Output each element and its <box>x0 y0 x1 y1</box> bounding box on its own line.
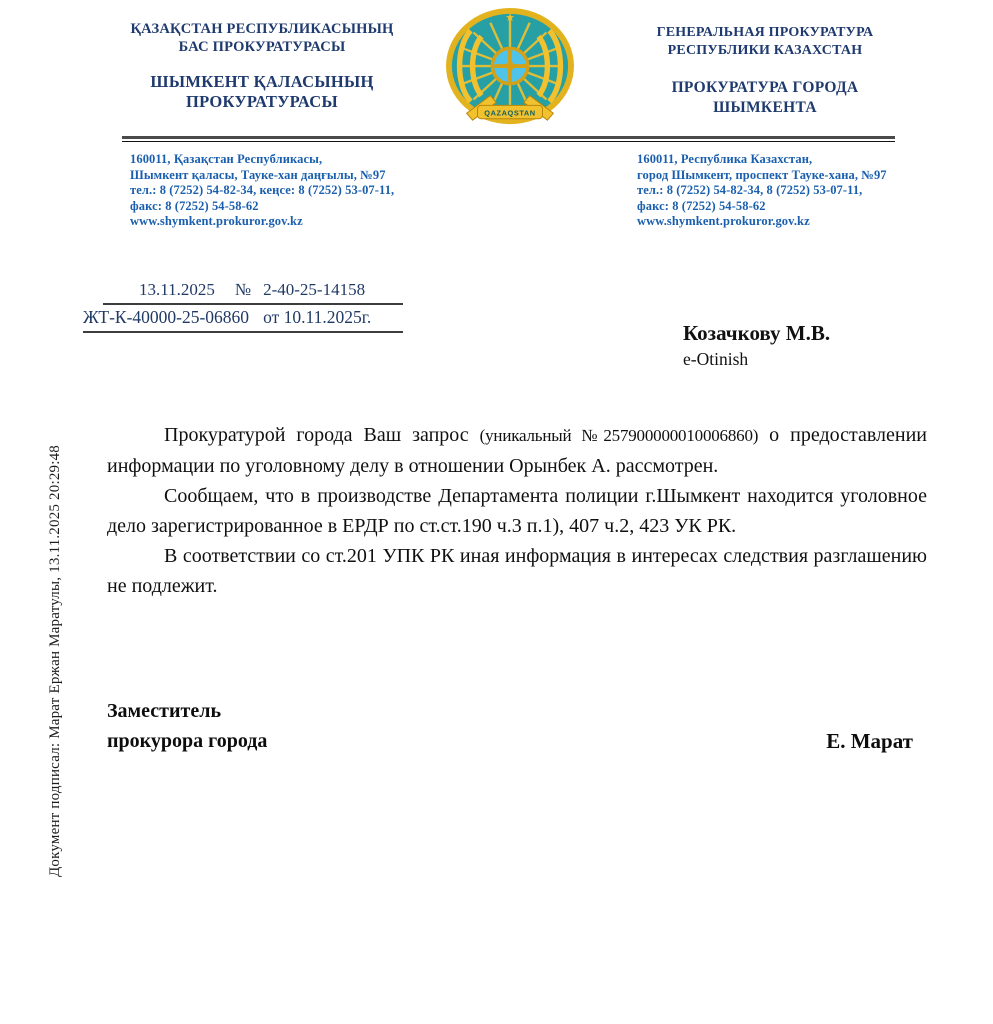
org-line: РЕСПУБЛИКИ КАЗАХСТАН <box>667 43 863 58</box>
signer-title-line: Заместитель <box>107 700 222 722</box>
recipient-name: Козачкову М.В. <box>683 321 831 345</box>
kazakhstan-coat-of-arms-icon <box>441 5 579 131</box>
fax-line: факс: 8 (7252) 54-58-62 <box>130 198 259 213</box>
banner-text: QAZAQSTAN <box>484 108 536 118</box>
contact-block-kazakh <box>130 152 460 230</box>
website-text: www.shymkent.prokuror.gov.kz <box>637 214 810 228</box>
outgoing-number-line <box>103 280 403 305</box>
letterhead-kazakh <box>112 20 412 112</box>
address-line: 160011, Республика Казахстан, <box>637 152 813 166</box>
reference-block <box>83 280 403 333</box>
phone-line: тел.: 8 (7252) 54-82-34, 8 (7252) 53-07-11, <box>637 183 863 197</box>
org-line: ШЫМКЕНТ ҚАЛАСЫНЫҢ <box>150 72 374 91</box>
number-sign: № <box>234 280 252 299</box>
case-date: от 10.11.2025г. <box>263 307 372 327</box>
org-line: ПРОКУРАТУРА ГОРОДА <box>671 79 859 96</box>
outgoing-number: 2-40-25-14158 <box>263 280 366 299</box>
signer-title-line: прокурора города <box>107 730 268 752</box>
recipient-channel: e-Otinish <box>683 349 749 369</box>
address-line: город Шымкент, проспект Тауке-хана, №97 <box>637 167 887 182</box>
unique-request-number: (уникальный №257900000010006860) <box>479 426 759 445</box>
org-city-prosecutor-kk <box>112 72 412 112</box>
org-city-prosecutor-ru <box>634 78 896 118</box>
shanyrak <box>492 48 527 83</box>
org-line: ШЫМКЕНТА <box>713 99 817 116</box>
org-line: ҚАЗАҚСТАН РЕСПУБЛИКАСЫНЫҢ <box>130 21 394 37</box>
esign-vertical-stamp: Документ подписал: Марат Ержан Маратулы, 13.11.2025 20:29:48 <box>47 445 63 877</box>
paragraph-2: Сообщаем, что в производстве Департамента полиции г.Шымкент находится уголовное дело зарегистрированное в ЕРДР по ст.ст.190 ч.3 п.1), 407 ч.2, 423 УК РК. <box>107 485 927 537</box>
website-text: www.shymkent.prokuror.gov.kz <box>130 214 303 228</box>
signature-block <box>107 696 913 756</box>
star-icon: ★ <box>505 11 515 24</box>
phone-line: тел.: 8 (7252) 54-82-34, кеңсе: 8 (7252) 53-07-11, <box>130 183 395 197</box>
case-number: ЖТ-К-40000-25-06860 <box>83 307 250 327</box>
p1-text: Прокуратурой города Ваш запрос <box>164 424 480 446</box>
letterhead-divider <box>122 136 895 142</box>
org-line: БАС ПРОКУРАТУРАСЫ <box>178 39 346 55</box>
address-line: 160011, Қазақстан Республикасы, <box>130 152 323 166</box>
paragraph-3: В соответствии со ст.201 УПК РК иная информация в интересах следствия разглашению не подлежит. <box>107 545 927 597</box>
letterhead-russian <box>634 24 896 118</box>
signer-title <box>107 696 267 756</box>
p1-text: о предоставлении информации по уголовному делу в отношении Орынбек А. рассмотрен. <box>107 424 928 477</box>
recipient-block <box>683 320 830 370</box>
fax-line: факс: 8 (7252) 54-58-62 <box>637 198 766 213</box>
org-line: ПРОКУРАТУРАСЫ <box>185 92 339 111</box>
org-general-prosecutor-kk <box>112 20 412 56</box>
org-general-prosecutor-ru <box>634 24 896 60</box>
org-line: ГЕНЕРАЛЬНАЯ ПРОКУРАТУРА <box>656 25 874 40</box>
letter-body <box>107 420 927 601</box>
contact-block-russian <box>637 152 967 230</box>
case-number-line <box>83 305 403 333</box>
address-line: Шымкент қаласы, Тауке-хан даңғылы, №97 <box>130 167 386 182</box>
signer-name: Е. Марат <box>826 729 913 753</box>
paragraph-1 <box>107 420 927 481</box>
letter-date: 13.11.2025 <box>139 280 215 299</box>
